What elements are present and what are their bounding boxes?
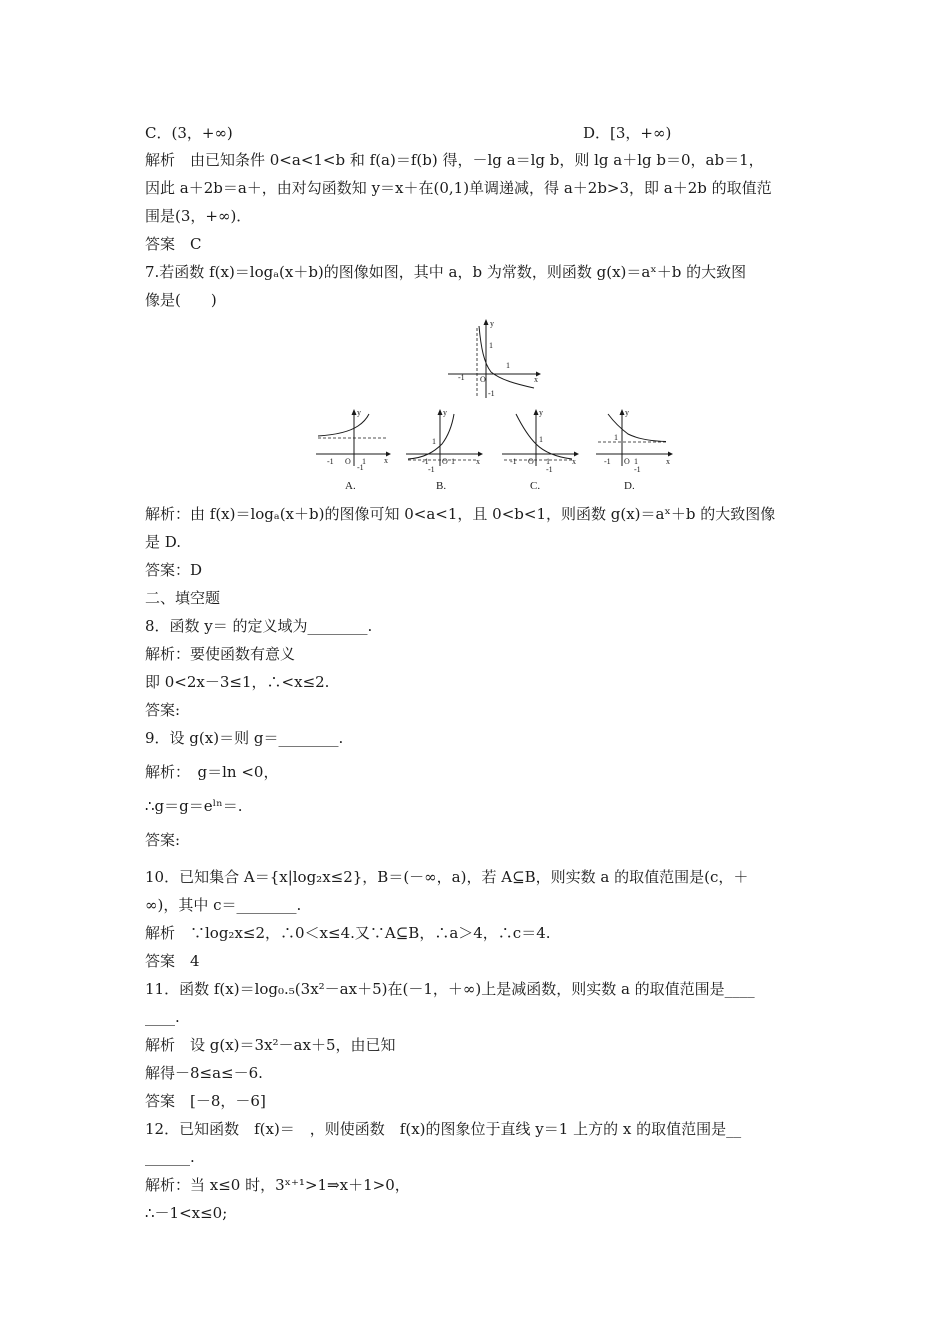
- svg-text:-1: -1: [422, 457, 429, 466]
- graph-main: [446, 318, 541, 400]
- graph-option-c: [500, 408, 580, 474]
- svg-text:1: 1: [614, 433, 618, 442]
- answer-line: 答案 4: [145, 952, 200, 970]
- option-d-caption: D.: [624, 480, 635, 492]
- svg-text:O: O: [345, 457, 351, 466]
- svg-text:x: x: [384, 456, 388, 465]
- solution-line: 解析： g＝ln <0，: [145, 763, 279, 781]
- question-9: 9．设 g(x)＝则 g＝________.: [145, 729, 344, 747]
- option-a-caption: A.: [345, 480, 356, 492]
- svg-text:-1: -1: [510, 457, 517, 466]
- graph-option-d: [594, 408, 674, 474]
- svg-text:x: x: [476, 457, 480, 466]
- svg-text:1: 1: [362, 457, 366, 466]
- answer-line: 答案:: [145, 831, 181, 849]
- svg-text:O: O: [624, 457, 630, 466]
- origin-label: O: [480, 375, 486, 384]
- text-line: 像是( ): [145, 291, 217, 309]
- axis-label-x: x: [534, 375, 538, 384]
- svg-text:-1: -1: [428, 465, 435, 474]
- text-line: ____.: [145, 1008, 180, 1026]
- svg-text:-1: -1: [546, 465, 553, 474]
- option-b-caption: B.: [436, 480, 447, 492]
- text-line: ∞)，其中 c＝________.: [145, 896, 302, 914]
- svg-text:O: O: [442, 457, 448, 466]
- tick-label: 1: [489, 341, 493, 350]
- svg-text:x: x: [666, 457, 670, 466]
- svg-text:y: y: [539, 408, 543, 417]
- svg-text:-1: -1: [327, 457, 334, 466]
- text-line: 是 D.: [145, 533, 182, 551]
- tick-label: 1: [506, 361, 510, 370]
- question-11: 11．函数 f(x)＝log₀.₅(3x²－ax＋5)在(－1，＋∞)上是减函数，则实数 a 的取值范围是____: [145, 980, 755, 998]
- svg-text:-1: -1: [634, 465, 641, 474]
- option-d: D．[3，+∞): [583, 124, 672, 142]
- svg-text:-1: -1: [357, 463, 364, 472]
- graph-option-a: [314, 408, 392, 472]
- svg-text:-1: -1: [604, 457, 611, 466]
- svg-text:y: y: [357, 408, 361, 417]
- text-line: 围是(3，+∞)．: [145, 207, 252, 225]
- axis-label-y: y: [490, 319, 494, 328]
- svg-text:1: 1: [451, 457, 455, 466]
- solution-line: 解析 ∵log₂x≤2，∴0＜x≤4.又∵A⊆B，∴a＞4，∴c＝4.: [145, 924, 551, 942]
- answer-line: 答案：D: [145, 561, 203, 579]
- text-line: C．(3，+∞): [145, 124, 233, 142]
- solution-line: 解析：由 f(x)＝logₐ(x＋b)的图像可知 0<a<1，且 0<b<1，则函数 g(x)＝aˣ＋b 的大致图像: [145, 505, 776, 523]
- text-line: 即 0<2x－3≤1，∴<x≤2.: [145, 673, 330, 691]
- question-10: 10．已知集合 A＝{x|log₂x≤2}，B＝(－∞，a)，若 A⊆B，则实数 a 的取值范围是(c，＋: [145, 868, 749, 886]
- solution-line: 解析：当 x≤0 时，3ˣ⁺¹>1⇒x＋1>0，: [145, 1176, 410, 1194]
- svg-text:x: x: [572, 457, 576, 466]
- graph-option-b: [404, 408, 484, 474]
- svg-text:y: y: [625, 408, 629, 417]
- text-line: ∴g＝g＝eˡⁿ＝.: [145, 797, 243, 815]
- solution-line: 解析 设 g(x)＝3x²－ax＋5，由已知: [145, 1036, 396, 1054]
- section-heading: 二、填空题: [145, 589, 221, 607]
- answer-line: 答案:: [145, 701, 181, 719]
- svg-text:1: 1: [432, 437, 436, 446]
- svg-text:y: y: [443, 408, 447, 417]
- text-line: ∴－1<x≤0;: [145, 1204, 228, 1222]
- question-7: 7.若函数 f(x)＝logₐ(x＋b)的图像如图，其中 a，b 为常数，则函数 g(x)＝aˣ＋b 的大致图: [145, 263, 747, 281]
- svg-text:O: O: [528, 457, 534, 466]
- question-8: 8．函数 y＝ 的定义域为________.: [145, 617, 373, 635]
- tick-label: -1: [458, 373, 465, 382]
- text-line: 解析 由已知条件 0<a<1<b 和 f(a)＝f(b) 得，－lg a＝lg b，则 lg a＋lg b＝0，ab＝1，: [145, 151, 764, 169]
- text-line: 因此 a＋2b＝a＋，由对勾函数知 y＝x＋在(0,1)单调递减，得 a＋2b>3，即 a＋2b 的取值范: [145, 179, 772, 197]
- svg-text:1: 1: [539, 435, 543, 444]
- tick-label: -1: [488, 389, 495, 398]
- solution-line: 解析：要使函数有意义: [145, 645, 296, 663]
- text-line: ______.: [145, 1148, 195, 1166]
- answer-line: 答案 [－8，－6]: [145, 1092, 266, 1110]
- answer-line: 答案 C: [145, 235, 202, 253]
- text-line: 解得－8≤a≤－6.: [145, 1064, 263, 1082]
- option-c-caption: C.: [530, 480, 541, 492]
- question-12: 12．已知函数 f(x)＝ ，则使函数 f(x)的图象位于直线 y＝1 上方的 x 的取值范围是__: [145, 1120, 742, 1138]
- svg-text:1: 1: [634, 457, 638, 466]
- svg-text:1: 1: [546, 457, 550, 466]
